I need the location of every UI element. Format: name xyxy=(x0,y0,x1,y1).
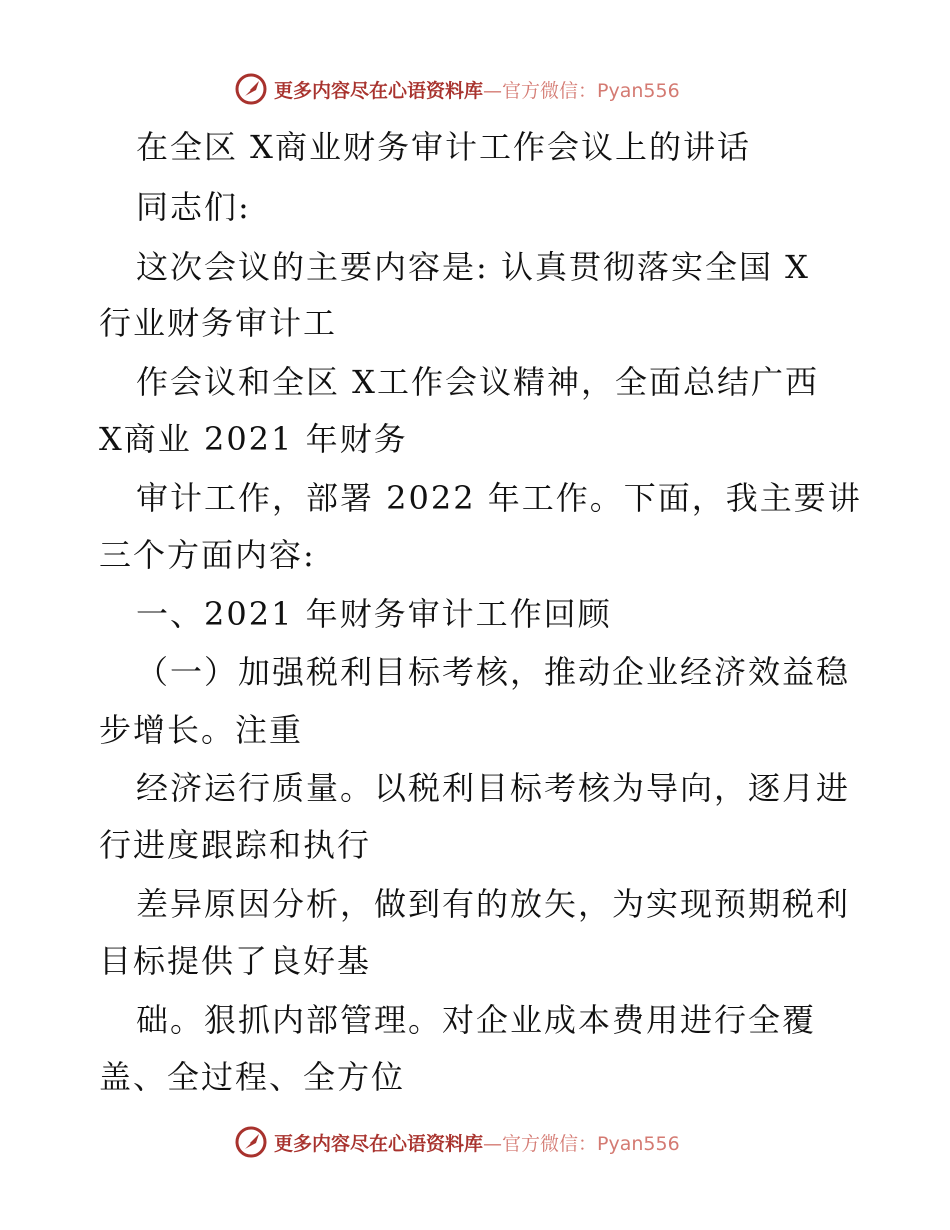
paragraph-line: 行进度跟踪和执行 xyxy=(99,826,372,864)
paragraph-line: 差异原因分析，做到有的放矢，为实现预期税利 xyxy=(136,885,851,923)
paragraph-line: 作会议和全区 X工作会议精神，全面总结广西 xyxy=(136,363,819,401)
watermark-main-text: 更多内容尽在心语资料库 xyxy=(274,1132,484,1155)
salutation: 同志们: xyxy=(136,188,251,226)
watermark-sub-text: —官方微信：Pyan556 xyxy=(483,1132,680,1155)
section-heading: 一、2021 年财务审计工作回顾 xyxy=(136,595,612,633)
paragraph-line: X商业 2021 年财务 xyxy=(99,420,408,458)
paragraph-line: 础。狠抓内部管理。对企业成本费用进行全覆 xyxy=(136,1001,817,1039)
quill-logo-icon xyxy=(234,1125,268,1159)
watermark-sub-text: —官方微信：Pyan556 xyxy=(483,79,680,102)
watermark-main-text: 更多内容尽在心语资料库 xyxy=(274,79,484,102)
paragraph-line: 盖、全过程、全方位 xyxy=(99,1058,406,1096)
paragraph-line: 行业财务审计工 xyxy=(99,304,338,342)
subsection-heading: （一）加强税利目标考核，推动企业经济效益稳 xyxy=(136,653,851,691)
paragraph-line: 三个方面内容: xyxy=(99,536,316,574)
paragraph-line: 这次会议的主要内容是: 认真贯彻落实全国 X xyxy=(136,248,810,286)
watermark-banner-bottom xyxy=(234,1125,680,1159)
paragraph-line: 目标提供了良好基 xyxy=(99,942,372,980)
paragraph-line: 审计工作，部署 2022 年工作。下面，我主要讲 xyxy=(136,479,862,517)
paragraph-line: 经济运行质量。以税利目标考核为导向，逐月进 xyxy=(136,769,851,807)
document-title: 在全区 X商业财务审计工作会议上的讲话 xyxy=(136,128,751,166)
paragraph-line: 步增长。注重 xyxy=(99,711,304,749)
